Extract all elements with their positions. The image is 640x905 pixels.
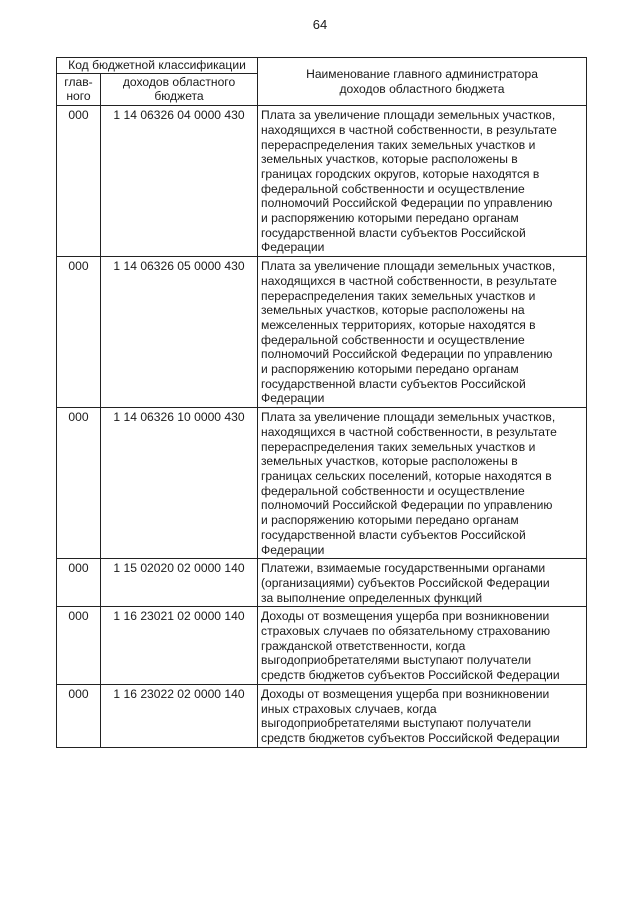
chief-code-cell: 000 xyxy=(57,607,101,685)
table-row xyxy=(57,408,587,559)
table-row xyxy=(57,607,587,685)
budget-classification-table xyxy=(56,57,587,748)
administrator-name-cell: Платежи, взимаемые государственными органами (организациями) субъектов Российской Федерации за выполнение определенных функций xyxy=(258,559,587,607)
income-code-cell: 1 14 06326 05 0000 430 xyxy=(101,257,258,408)
chief-code-cell: 000 xyxy=(57,559,101,607)
administrator-name-cell: Плата за увеличение площади земельных участков, находящихся в частной собственности, в результате перераспределения таких земельных участков и земельных участков, которые расположены в границах городских округов, которые находятся в федеральной собственности и осуществление полномочий Российской Федерации по управлению и распоряжению которыми передано органам государственной власти субъектов Российской Федерации xyxy=(258,106,587,257)
administrator-name-cell: Доходы от возмещения ущерба при возникновении страховых случаев по обязательному страхованию гражданской ответственности, когда выгодоприобретателями выступают получатели средств бюджетов субъектов Российской Федерации xyxy=(258,607,587,685)
income-code-cell: 1 14 06326 10 0000 430 xyxy=(101,408,258,559)
administrator-name-cell: Плата за увеличение площади земельных участков, находящихся в частной собственности, в результате перераспределения таких земельных участков и земельных участков, которые расположены в границах сельских поселений, которые находятся в федеральной собственности и осуществление полномочий Российской Федерации по управлению и распоряжению которыми передано органам государственной власти субъектов Российской Федерации xyxy=(258,408,587,559)
table-row xyxy=(57,106,587,257)
table-header-row xyxy=(57,58,587,74)
chief-code-cell: 000 xyxy=(57,408,101,559)
chief-code-cell: 000 xyxy=(57,684,101,747)
administrator-name-cell: Доходы от возмещения ущерба при возникновении иных страховых случаев, когда выгодоприобретателями выступают получатели средств бюджетов субъектов Российской Федерации xyxy=(258,684,587,747)
header-chief-administrator: глав- ного xyxy=(57,73,101,105)
header-income-code: доходов областного бюджета xyxy=(101,73,258,105)
chief-code-cell: 000 xyxy=(57,257,101,408)
header-budget-classification-code: Код бюджетной классификации xyxy=(57,58,258,74)
table-row xyxy=(57,257,587,408)
page-number: 64 xyxy=(312,17,328,32)
header-administrator-name: Наименование главного администратора доходов областного бюджета xyxy=(258,58,587,106)
income-code-cell: 1 15 02020 02 0000 140 xyxy=(101,559,258,607)
income-code-cell: 1 16 23022 02 0000 140 xyxy=(101,684,258,747)
income-code-cell: 1 14 06326 04 0000 430 xyxy=(101,106,258,257)
table-row xyxy=(57,559,587,607)
chief-code-cell: 000 xyxy=(57,106,101,257)
table-row xyxy=(57,684,587,747)
income-code-cell: 1 16 23021 02 0000 140 xyxy=(101,607,258,685)
administrator-name-cell: Плата за увеличение площади земельных участков, находящихся в частной собственности, в результате перераспределения таких земельных участков и земельных участков, которые расположены на межселенных территориях, которые находятся в федеральной собственности и осуществление полномочий Российской Федерации по управлению и распоряжению которыми передано органам государственной власти субъектов Российской Федерации xyxy=(258,257,587,408)
